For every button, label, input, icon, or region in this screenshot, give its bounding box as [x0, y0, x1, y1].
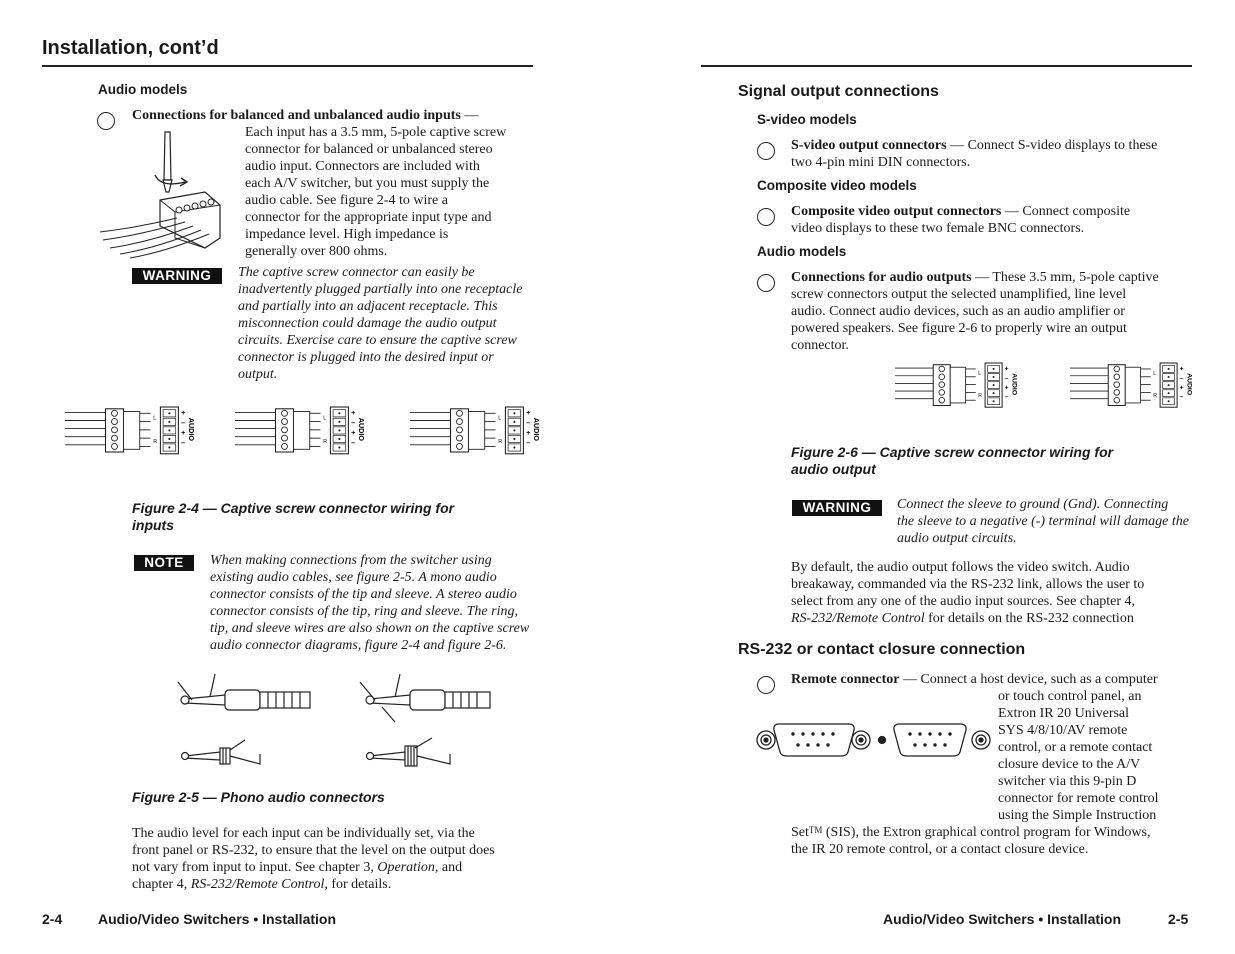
figure-2-5-caption: Figure 2-5 — Phono audio connectors [132, 789, 385, 805]
right-footer-text: Audio/Video Switchers • Installation [883, 911, 1122, 927]
wiring-diagram [235, 407, 366, 454]
checkbox-circle [97, 112, 115, 130]
warning-text-right [897, 496, 1189, 547]
warning-line: the sleeve to a negative (-) terminal will damage the [897, 514, 1189, 529]
default-audio-paragraph [791, 559, 1201, 627]
input-connections-title: Connections for balanced and unbalanced audio inputs [132, 108, 461, 123]
page-title: Installation, cont’d [42, 37, 219, 59]
paragraph-line: impedance level. High impedance is [245, 227, 449, 242]
paragraph-line: RS-232/Remote Control for details on the RS-232 connection [791, 611, 1134, 626]
paragraph-line: connector for balanced or unbalanced stereo [245, 142, 493, 157]
pin-label: + [1179, 365, 1184, 373]
paragraph-line: connector for the appropriate input type and [245, 210, 492, 225]
stereo-plug-right [360, 674, 490, 722]
checkbox-circle [757, 676, 775, 694]
pin-label: – [181, 418, 186, 427]
wiring-diagram [1070, 363, 1192, 407]
paragraph-line: using the Simple Instruction [998, 808, 1157, 823]
side-label: R [498, 439, 503, 445]
paragraph-line: Set™ (SIS), the Extron graphical control program for Windows, [791, 825, 1151, 840]
note-line: When making connections from the switcher using [210, 553, 492, 568]
paragraph-line: connector. [791, 338, 849, 353]
paragraph-line: breakaway, commanded via the RS-232 link, allows the user to [791, 577, 1145, 592]
side-label: L [1153, 370, 1157, 377]
audio-label: AUDIO [532, 417, 542, 441]
warning-line: misconnection could damage the audio output [238, 316, 497, 331]
side-label: L [978, 370, 982, 377]
paragraph-line: switcher via this 9-pin D [998, 774, 1137, 789]
paragraph-line: Each input has a 3.5 mm, 5-pole captive screw [245, 125, 507, 140]
pin-label: + [526, 408, 531, 418]
warning-line: circuits. Exercise care to ensure the captive screw [238, 333, 517, 348]
remote-title-line: Remote connector — Connect a host device, such as a computer [791, 672, 1158, 687]
pin-label: – [351, 437, 356, 447]
audio-output-paragraph [791, 269, 1159, 354]
note-line: audio connector diagrams, figure 2-4 and figure 2-6. [210, 638, 507, 653]
pin-label: + [1004, 365, 1009, 373]
figure-2-4-wiring-diagrams [60, 400, 540, 465]
paragraph-line: By default, the audio output follows the video switch. Audio [791, 560, 1130, 575]
figure-2-6-wiring-diagrams [890, 360, 1200, 415]
wiring-diagram [895, 363, 1017, 407]
side-label: L [498, 415, 502, 422]
pin-label: – [181, 437, 186, 447]
svideo-paragraph [791, 137, 1157, 171]
composite-paragraph [791, 203, 1130, 237]
title-dash: — [460, 108, 479, 123]
remote-paragraph-end [791, 822, 1151, 858]
paragraph-line: S-video output connectors — Connect S-video displays to these [791, 138, 1158, 153]
captive-screw-connector-illustration [95, 130, 245, 260]
note-line: connector consists of the tip, ring and sleeve. The ring, [210, 604, 518, 619]
paragraph-line: each A/V switcher, but you must supply the [245, 176, 490, 191]
paragraph-line: The audio level for each input can be individually set, via the [132, 826, 475, 841]
paragraph-line: audio. Connect audio devices, such as an audio amplifier or [791, 304, 1125, 319]
side-label: R [978, 393, 982, 399]
pin-label: – [1004, 375, 1009, 382]
warning-badge: WARNING [132, 268, 222, 284]
pin-label: – [1179, 375, 1184, 382]
paragraph-line: Extron IR 20 Universal [998, 706, 1130, 721]
audio-label: AUDIO [1185, 373, 1193, 396]
pin-label: + [526, 427, 531, 437]
paragraph-line: closure device to the A/V [998, 757, 1141, 772]
warning-line: inadvertently plugged partially into one receptacle [238, 282, 523, 297]
warning-line: connector is plugged into the desired input or [238, 350, 494, 365]
input-connections-text [245, 124, 506, 260]
warning-badge-right: WARNING [792, 500, 882, 516]
pin-label: + [1004, 384, 1009, 392]
right-footer-page-number: 2-5 [1168, 911, 1189, 927]
paragraph-line: Composite video output connectors — Connect composite [791, 204, 1131, 219]
note-line: connector consists of the tip and sleeve. A stereo audio [210, 587, 517, 602]
checkbox-circle [757, 208, 775, 226]
pin-label: – [526, 437, 531, 447]
paragraph-line: audio input. Connectors are included with [245, 159, 480, 174]
composite-heading: Composite video models [757, 178, 917, 193]
side-label: R [153, 439, 158, 445]
pin-label: – [526, 418, 531, 427]
warning-line: output. [238, 367, 278, 382]
caption-line: inputs [132, 517, 174, 533]
signal-output-heading: Signal output connections [738, 83, 939, 100]
paragraph-line: select from any one of the audio input sources. See chapter 4, [791, 594, 1136, 609]
header-rule [42, 65, 533, 67]
checkbox-circle [757, 142, 775, 160]
input-connections-title-line [132, 107, 478, 124]
caption-line: Figure 2-4 — Captive screw connector wiring for [132, 500, 455, 516]
paragraph-line: powered speakers. See figure 2-6 to properly wire an output [791, 321, 1127, 336]
pin-label: + [181, 427, 186, 437]
caption-line: audio output [791, 461, 876, 477]
paragraph-line: audio cable. See figure 2-4 to wire a [245, 193, 448, 208]
warning-text [238, 264, 522, 383]
side-label: R [323, 439, 328, 445]
composite-title: Composite video output connectors [791, 204, 1002, 219]
pin-label: – [351, 418, 356, 427]
pin-label: + [351, 408, 356, 418]
side-label: L [153, 415, 157, 422]
operation-ref: Operation [377, 860, 435, 875]
paragraph-line: front panel or RS-232, to ensure that the level on the output does [132, 843, 495, 858]
checkbox-circle [757, 274, 775, 292]
note-line: tip, and sleeve wires are also shown on the captive screw [210, 621, 530, 636]
paragraph-line: connector for remote control [998, 791, 1159, 806]
side-label: L [323, 415, 327, 422]
left-footer-text: Audio/Video Switchers • Installation [98, 911, 337, 927]
paragraph-line: not vary from input to input. See chapter 3, Operation, and [132, 860, 463, 875]
nine-pin-d-connectors-illustration [755, 718, 995, 763]
pin-label: + [351, 427, 356, 437]
audio-label: AUDIO [357, 417, 367, 441]
rs232-heading: RS-232 or contact closure connection [738, 641, 1026, 658]
paragraph-line: generally over 800 ohms. [245, 244, 388, 259]
paragraph-line: or touch control panel, an [998, 689, 1142, 704]
paragraph-line: two 4-pin mini DIN connectors. [791, 155, 971, 170]
warning-line: The captive screw connector can easily be [238, 265, 475, 280]
paragraph-line: control, or a remote contact [998, 740, 1153, 755]
audio-output-title: Connections for audio outputs [791, 270, 972, 285]
left-footer-page-number: 2-4 [42, 911, 63, 927]
paragraph-line: Connections for audio outputs — These 3.5 mm, 5-pole captive [791, 270, 1159, 285]
paragraph-line: chapter 4, RS-232/Remote Control, for details. [132, 877, 392, 892]
paragraph-line: screw connectors output the selected unamplified, line level [791, 287, 1127, 302]
wiring-diagram [65, 407, 196, 454]
caption-line: Figure 2-6 — Captive screw connector wiring for [791, 444, 1114, 460]
note-badge: NOTE [134, 555, 194, 571]
svideo-heading: S-video models [757, 112, 857, 127]
paragraph-line: the IR 20 remote control, or a contact closure device. [791, 842, 1089, 857]
figure-2-6-caption [791, 444, 1113, 478]
warning-line: and partially into an adjacent receptacle. This [238, 299, 498, 314]
figure-2-4-caption [132, 500, 454, 534]
pin-label: – [1004, 393, 1009, 401]
audio-models-heading: Audio models [98, 82, 188, 97]
audio-level-paragraph [132, 825, 542, 893]
pin-label: + [1179, 384, 1184, 392]
figure-2-5-phono-connectors [170, 672, 490, 772]
mono-plug-right [367, 738, 451, 766]
audio-label: AUDIO [1010, 373, 1018, 396]
stereo-plug-left [178, 674, 310, 710]
mono-plug-left [182, 740, 261, 764]
remote-connector-title: Remote connector [791, 672, 900, 687]
paragraph-line: SYS 4/8/10/AV remote [998, 723, 1128, 738]
pin-label: – [1179, 393, 1184, 401]
rs232-ref: RS-232/Remote Control [190, 877, 325, 892]
audio-models-heading-right: Audio models [757, 244, 847, 259]
trademark: TM [808, 825, 823, 835]
header-rule-right [701, 65, 1192, 67]
pin-label: + [181, 408, 186, 418]
note-line: existing audio cables, see figure 2-5. A mono audio [210, 570, 497, 585]
svideo-title: S-video output connectors [791, 138, 947, 153]
side-label: R [1153, 393, 1157, 399]
warning-line: audio output circuits. [897, 531, 1017, 546]
warning-line: Connect the sleeve to ground (Gnd). Connecting [897, 497, 1169, 512]
paragraph-line: video displays to these two female BNC connectors. [791, 221, 1085, 236]
audio-label: AUDIO [187, 417, 197, 441]
note-text [210, 552, 529, 654]
rs232-ref: RS-232/Remote Control [791, 611, 925, 626]
remote-text [998, 688, 1159, 824]
wiring-diagram [410, 407, 541, 454]
